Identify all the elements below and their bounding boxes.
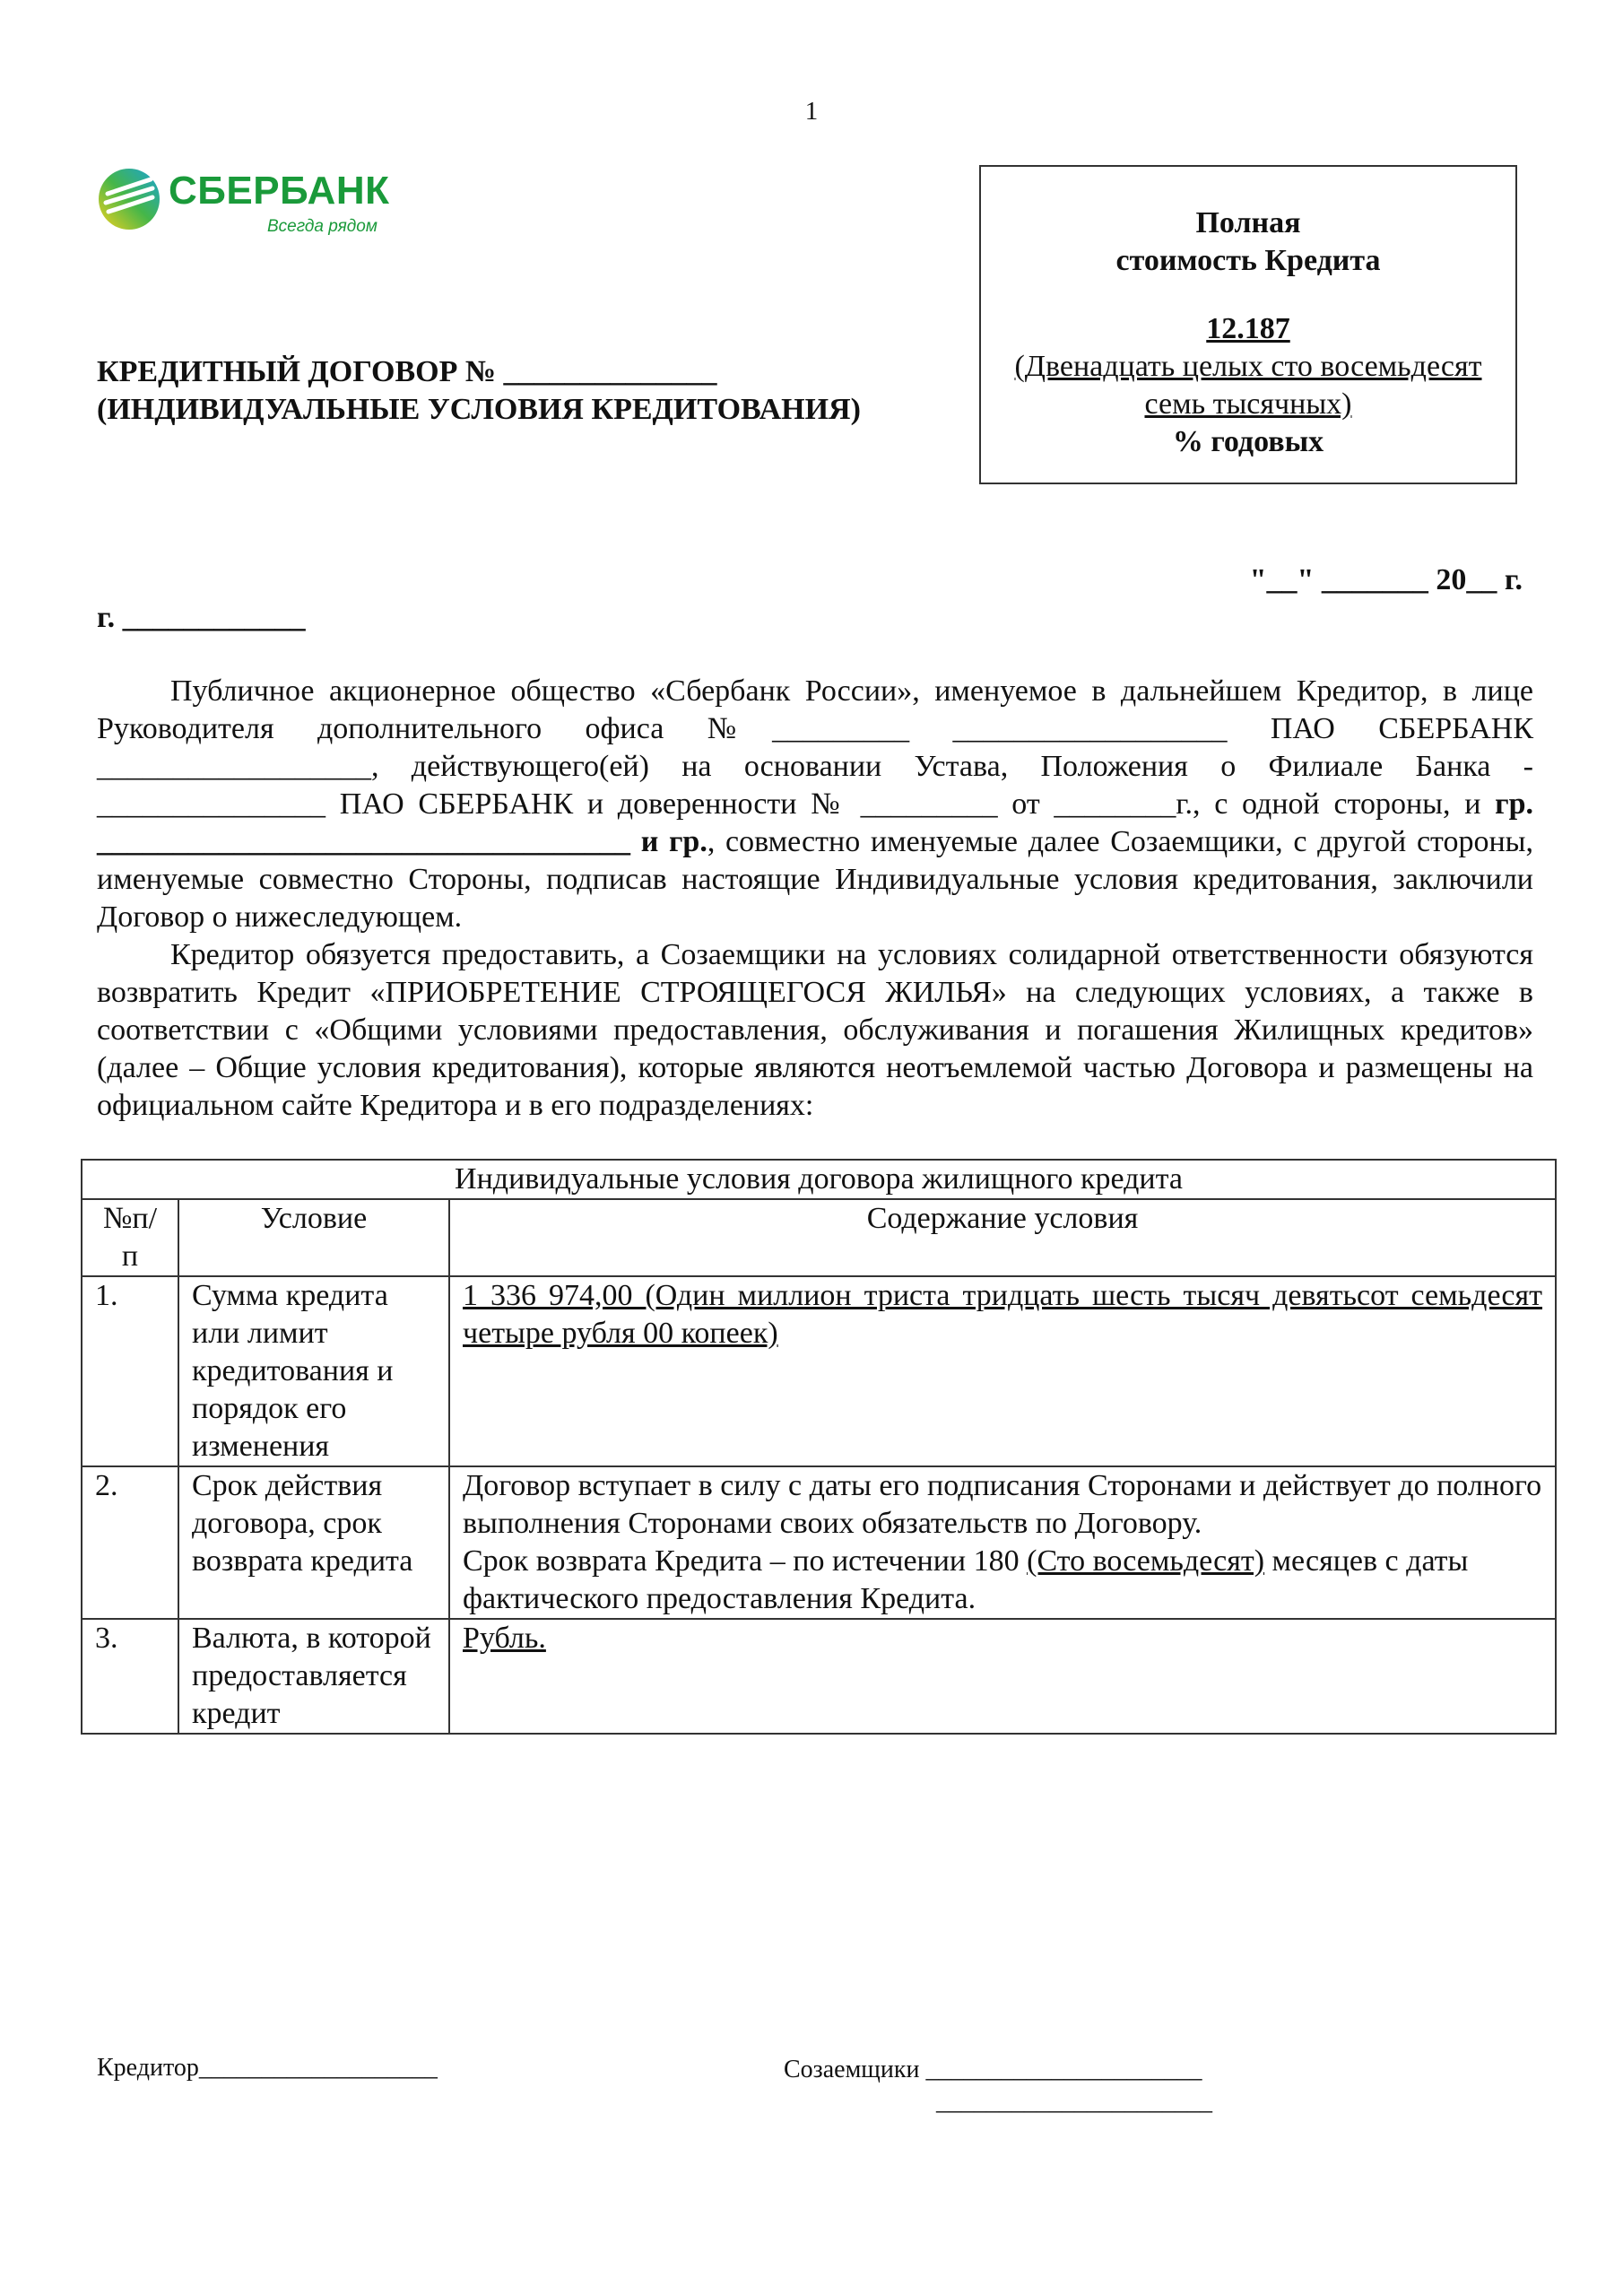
term-repayment-start: Срок возврата Кредита – по истечении 180 <box>463 1544 1020 1578</box>
row-condition: Валюта, в которой предоставляется кредит <box>178 1619 449 1734</box>
row-content-term <box>449 1466 1556 1619</box>
row-condition: Сумма кредита или лимит кредитования и порядок его изменения <box>178 1276 449 1466</box>
document-title-line2: (ИНДИВИДУАЛЬНЫЕ УСЛОВИЯ КРЕДИТОВАНИЯ) <box>97 393 861 426</box>
logo-slogan: Всегда рядом <box>267 217 378 236</box>
table-caption-row <box>82 1160 1556 1199</box>
table-row <box>82 1466 1556 1619</box>
creditor-signature-line: Кредитор___________________ <box>97 2054 438 2082</box>
contract-preamble <box>97 673 1533 1125</box>
row-condition: Срок действия договора, срок возврата кредита <box>178 1466 449 1619</box>
preamble-borrowers-names: гр. ___________________________________ и гр. <box>97 787 1533 858</box>
document-title <box>97 353 861 429</box>
row-number: 2. <box>82 1466 178 1619</box>
term-repayment-end: месяцев с даты фактического предоставления Кредита. <box>463 1544 1469 1615</box>
table-row <box>82 1276 1556 1466</box>
cost-box-title-line2: стоимость Кредита <box>1115 244 1381 277</box>
sberbank-logo <box>97 167 402 257</box>
preamble-parties-end: , совместно именуемые далее Созаемщики, с другой стороны, именуемые совместно Стороны, подписав настоящие Индивидуальные условия кредитования, заключили Договор о нижеследующем. <box>97 825 1533 934</box>
cost-box-title <box>981 204 1515 280</box>
cost-box-title-line1: Полная <box>1195 206 1301 239</box>
term-effective-text: Договор вступает в силу с даты его подписания Сторонами и действует до полного выполнения Сторонами своих обязательств по Договору. <box>463 1469 1542 1540</box>
row-content-loan-amount: 1 336 974,00 (Один миллион триста тридцать шесть тысяч девятьсот семьдесят четыре рубля 00 копеек) <box>449 1276 1556 1466</box>
page-number: 1 <box>804 97 819 126</box>
contract-date: "__" _______ 20__ г. <box>1249 563 1523 596</box>
table-caption: Индивидуальные условия договора жилищного кредита <box>82 1160 1556 1199</box>
row-content-currency: Рубль. <box>449 1619 1556 1734</box>
term-repayment-text <box>463 1543 1542 1618</box>
cost-box-words-line1: (Двенадцать целых сто восемьдесят <box>1014 350 1482 383</box>
cost-box-value: 12.187 <box>1206 312 1290 345</box>
logo-name: СБЕРБАНК <box>169 169 390 213</box>
table-row <box>82 1619 1556 1734</box>
contract-city: г. ____________ <box>97 601 306 634</box>
document-title-line1: КРЕДИТНЫЙ ДОГОВОР № ______________ <box>97 355 717 388</box>
header-content: Содержание условия <box>449 1199 1556 1276</box>
cost-box-unit: % годовых <box>1172 425 1324 458</box>
borrowers-signature-line-2: ______________________ <box>936 2088 1212 2116</box>
borrowers-signature-line-1 <box>784 2054 1212 2086</box>
header-number: №п/п <box>82 1199 178 1276</box>
header-condition: Условие <box>178 1199 449 1276</box>
preamble-paragraph-2: Кредитор обязуется предоставить, а Созаемщики на условиях солидарной ответственности обязуются возвратить Кредит «ПРИОБРЕТЕНИЕ СТРОЯЩЕГОСЯ ЖИЛЬЯ» на следующих условиях, а также в соответствии с «Общими условиями предоставления, обслуживания и погашения Жилищных кредитов» (далее – Общие условия кредитования), которые являются неотъемлемой частью Договора и размещены на официальном сайте Кредитора и в его подразделениях: <box>97 938 1533 1122</box>
sberbank-logo-icon <box>97 167 161 231</box>
borrowers-signature-block <box>784 2054 1212 2118</box>
borrowers-label: Созаемщики <box>784 2056 920 2083</box>
term-months-words: (Сто восемьдесят) <box>1027 1544 1265 1578</box>
preamble-parties-intro: Публичное акционерное общество «Сбербанк России», именуемое в дальнейшем Кредитор, в лице Руководителя дополнительного офиса №_________ __________________ ПАО СБЕРБАНК __________________, действующего(ей) на основании Устава, Положения о Филиале Банка - _______________ ПАО СБЕРБАНК и доверенности № _________ от ________г., с одной стороны, и <box>97 674 1533 821</box>
row-number: 3. <box>82 1619 178 1734</box>
preamble-paragraph-1 <box>97 673 1533 936</box>
full-credit-cost-box <box>979 165 1517 484</box>
cost-box-words-line2: семь тысячных) <box>1144 387 1352 421</box>
table-header-row <box>82 1199 1556 1276</box>
row-number: 1. <box>82 1276 178 1466</box>
individual-conditions-table <box>81 1159 1557 1735</box>
borrowers-line-1: ______________________ <box>925 2056 1202 2083</box>
